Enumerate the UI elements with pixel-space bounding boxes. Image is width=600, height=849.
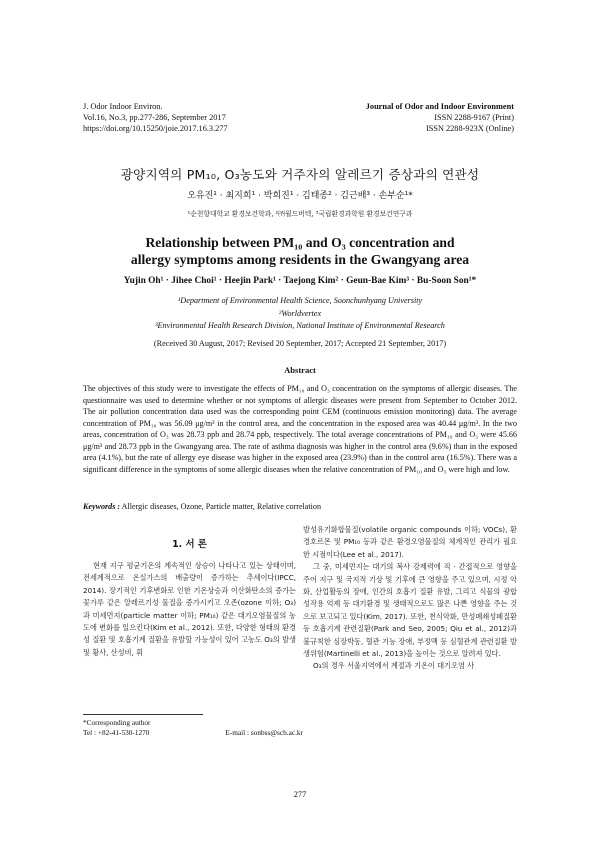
doi-link[interactable]: https://doi.org/10.15250/joie.2017.16.3.277 (83, 124, 228, 133)
english-title-line-1: Relationship between PM₁₀ and O₃ concentration and (145, 235, 455, 250)
journal-abbrev: J. Odor Indoor Environ. (83, 102, 163, 111)
contact-email[interactable]: E-mail : sonbss@sch.ac.kr (225, 728, 303, 737)
footnote (83, 718, 303, 738)
corresponding-author-label: *Corresponding author (83, 718, 151, 727)
contact-row (83, 728, 303, 738)
abstract-text: The objectives of this study were to investigate the effects of PM₁₀ and O₃ concentration on the symptoms of allergic diseases. The questionnaire was used to determine whether or not symptoms of allergic diseases were present from September to October 2012. The air pollution concentration data used was the corresponding point CEM (continuous emission monitoring) data. The average concentration of PM₁₀ was 56.09 μg/m³ in the control area, and the concentration in the exposed area was 40.44 μg/m³. In the two areas, concentration of O₃ was 28.73 ppb and 28.74 ppb, respectively. The total average concentrations of PM₁₀ and O₃ were 45.66 μg/m³ and 28.73 ppb in the Gwangyang area. The rate of asthma diagnosis was higher in the control area (9.6%) than in the exposed area (4.1%), but the rate of allergy eye disease was higher in the exposed area (23.9%) than in the control area (16.5%). There was a significant difference in the symptoms of some allergic diseases when the relative concentration of PM₁₀ and O₃ were high and low. (83, 384, 517, 474)
intro-paragraph-1-continued: 발성유기화합물질(volatile organic compounds 이하; VOCs), 환경호르몬 및 PM₁₀ 등과 같은 환경오염물질의 체계적인 관리가 필요한 시점이다(Lee et al., 2017). (303, 525, 517, 559)
affiliation-2: ²Worldvertex (278, 308, 322, 318)
english-title (0, 234, 600, 268)
issn-print: ISSN 2288-9167 (Print) (434, 113, 514, 122)
keywords-list: Allergic diseases, Ozone, Particle matter, Relative correlation (121, 502, 321, 511)
received-dates: (Received 30 August, 2017; Revised 20 September, 2017; Accepted 21 September, 2017) (153, 339, 447, 348)
english-title-line-2: allergy symptoms among residents in the Gwangyang area (130, 252, 470, 267)
abstract-heading: Abstract (284, 365, 316, 375)
korean-authors: 오유진¹ · 최지희¹ · 박희진¹ · 김태종² · 김근배³ · 손부순¹* (187, 191, 413, 201)
keywords-label: Keywords : (83, 502, 121, 511)
body-right-column (303, 524, 517, 673)
affiliation-3: ³Environmental Health Research Division, National Institute of Environmental Research (155, 321, 445, 330)
footnote-rule (83, 714, 203, 715)
affiliation-1: ¹Department of Environmental Health Science, Soonchunhyang University (177, 296, 423, 305)
issn-online: ISSN 2288-923X (Online) (425, 124, 514, 133)
journal-name: Journal of Odor and Indoor Environment (365, 102, 514, 111)
intro-paragraph-1: 현재 지구 평균기온의 계속적인 상승이 나타나고 있는 상태이며, 전세계적으로 온실가스의 배출량이 증가하는 추세이다(IPCC, 2014). 장기적인 기후변화로 인한 기온상승과 이산화탄소의 증가는 꽃가루 같은 알레르기성 물질을 증가시키고 오존(ozone 이하; O₃)과 미세먼지(particle matter 이하; PM₁₀) 같은 대기오염물질의 농도에 변화를 일으킨다(Kim et al., 2012). 또한, 다양한 형태의 환경성 질환 및 호흡기계 질환을 유발할 가능성이 있어 고농도 O₃의 발생 및 황사, 산성비, 휘 (83, 561, 296, 657)
english-affiliations (0, 295, 600, 333)
intro-paragraph-2: 그 중, 미세먼지는 대기의 복사 강제력에 직 · 간접적으로 영향을 주어 지구 및 국지적 기상 및 기후에 큰 영향을 주고 있으며, 시정 악화, 산업활동의 장애, 인간의 호흡기 질환 유발, 그리고 식물의 광합성작용 억제 등 대기환경 및 생태적으로도 많은 나쁜 영향을 주는 것으로 보고되고 있다(Kim, 2017). 또한, 천식악화, 만성폐쇄성폐질환 등 호흡기계 관련질환(Park and Seo, 2005; Qiu et al., 2012)과 불규칙한 심장박동, 혈관 기능 장애, 부정맥 등 심혈관계 관련질환 발생위험(Martinelli et al., 2013)을 높이는 것으로 알려져 있다. (303, 562, 517, 659)
journal-header-left (83, 101, 228, 134)
korean-affiliations: ¹순천향대학교 환경보건학과, ²㈜월드버텍, ³국립환경과학원 환경보건연구과 (187, 210, 413, 218)
body-left-column (83, 560, 296, 659)
page-number: 277 (293, 790, 307, 799)
korean-title: 광양지역의 PM₁₀, O₃농도와 거주자의 알레르기 증상과의 연관성 (120, 167, 480, 182)
section-heading-introduction: 1. 서 론 (172, 539, 207, 550)
english-authors: Yujin Oh¹ · Jihee Choi¹ · Heejin Park¹ · Taejong Kim² · Geun-Bae Kim³ · Bu-Soon Son¹* (123, 276, 477, 286)
keywords (83, 502, 321, 511)
volume-info: Vol.16, No.3, pp.277-286, September 2017 (83, 113, 226, 122)
journal-header-right (366, 101, 514, 134)
contact-tel: Tel : +82-41-530-1270 (83, 728, 150, 737)
intro-paragraph-3: O₃의 경우 서울지역에서 계절과 기온이 대기오염 사 (313, 661, 475, 671)
